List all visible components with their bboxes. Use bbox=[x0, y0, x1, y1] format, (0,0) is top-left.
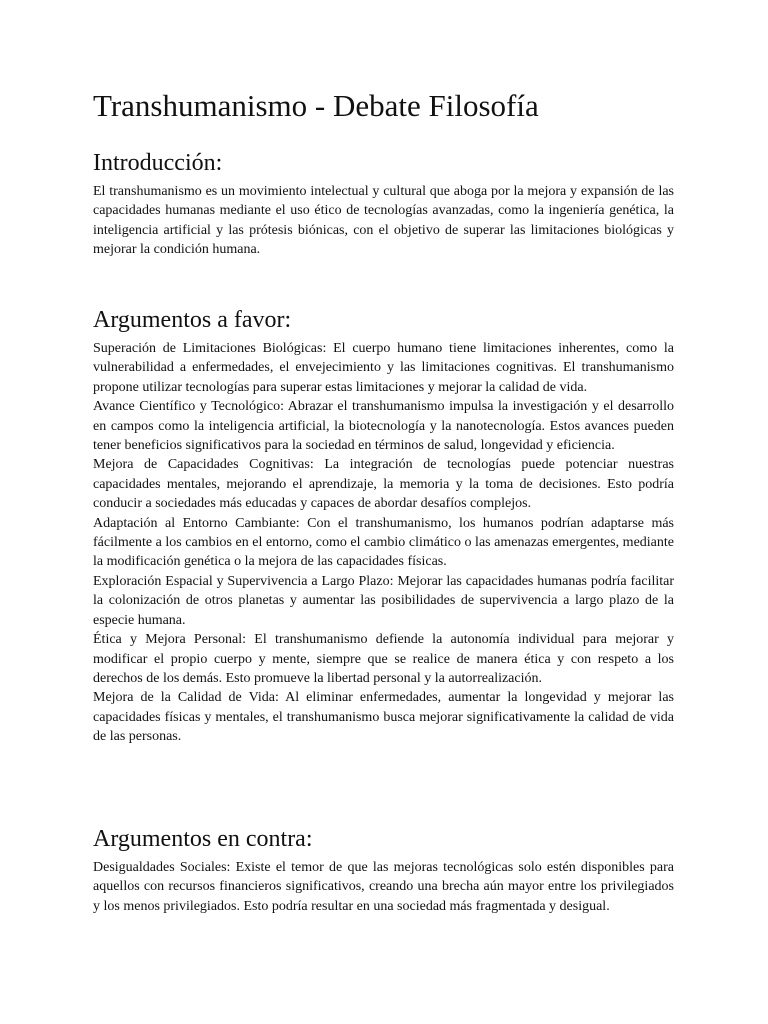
contra-heading: Argumentos en contra: bbox=[93, 826, 313, 852]
favor-paragraph: Adaptación al Entorno Cambiante: Con el transhumanismo, los humanos podrían adaptarse más fácilmente a los cambios en el entorno, como el cambio climático o las amenazas emergentes, mediante la modificación genética o la mejora de las capacidades físicas. bbox=[93, 515, 674, 570]
document-title: Transhumanismo - Debate Filosofía bbox=[93, 88, 539, 123]
favor-paragraph: Mejora de Capacidades Cognitivas: La integración de tecnologías puede potenciar nuestras capacidades mentales, mejorando el aprendizaje, la memoria y la toma de decisiones. Esto podría conducir a sociedades más educadas y capaces de abordar desafíos complejos. bbox=[93, 457, 674, 512]
favor-paragraph: Avance Científico y Tecnológico: Abrazar el transhumanismo impulsa la investigación y el desarrollo en campos como la inteligencia artificial, la biotecnología y la nanotecnología. Estos avances pueden tener beneficios significativos para la sociedad en términos de salud, longevidad y eficiencia. bbox=[93, 399, 674, 454]
favor-paragraph: Exploración Espacial y Supervivencia a Largo Plazo: Mejorar las capacidades humanas podría facilitar la colonización de otros planetas y aumentar las posibilidades de supervivencia a largo plazo de la especie humana. bbox=[93, 573, 674, 628]
favor-heading: Argumentos a favor: bbox=[93, 307, 292, 333]
favor-body bbox=[93, 339, 674, 747]
favor-paragraph: Superación de Limitaciones Biológicas: El cuerpo humano tiene limitaciones inherentes, como la vulnerabilidad a enfermedades, el envejecimiento y las limitaciones cognitivas. El transhumanismo propone utilizar tecnologías para superar estas limitaciones y mejorar la calidad de vida. bbox=[93, 341, 674, 395]
favor-paragraph: Mejora de la Calidad de Vida: Al eliminar enfermedades, aumentar la longevidad y mejorar las capacidades físicas y mentales, el transhumanismo busca mejorar significativamente la calidad de vida de las personas. bbox=[93, 690, 674, 745]
intro-paragraph: El transhumanismo es un movimiento intelectual y cultural que aboga por la mejora y expansión de las capacidades humanas mediante el uso ético de tecnologías avanzadas, como la ingeniería genética, la inteligencia artificial y las prótesis biónicas, con el objetivo de superar las limitaciones biológicas y mejorar la condición humana. bbox=[93, 184, 674, 258]
contra-body bbox=[93, 858, 674, 916]
favor-paragraph: Ética y Mejora Personal: El transhumanismo defiende la autonomía individual para mejorar y modificar el propio cuerpo y mente, siempre que se realice de manera ética y con respeto a los derechos de los demás. Esto promueve la libertad personal y la autorrealización. bbox=[93, 632, 674, 686]
intro-heading: Introducción: bbox=[93, 150, 223, 176]
contra-paragraph: Desigualdades Sociales: Existe el temor de que las mejoras tecnológicas solo estén disponibles para aquellos con recursos financieros significativos, creando una brecha aún mayor entre los privilegiados y los menos privilegiados. Esto podría resultar en una sociedad más fragmentada y desigual. bbox=[93, 860, 674, 914]
intro-body bbox=[93, 182, 674, 260]
